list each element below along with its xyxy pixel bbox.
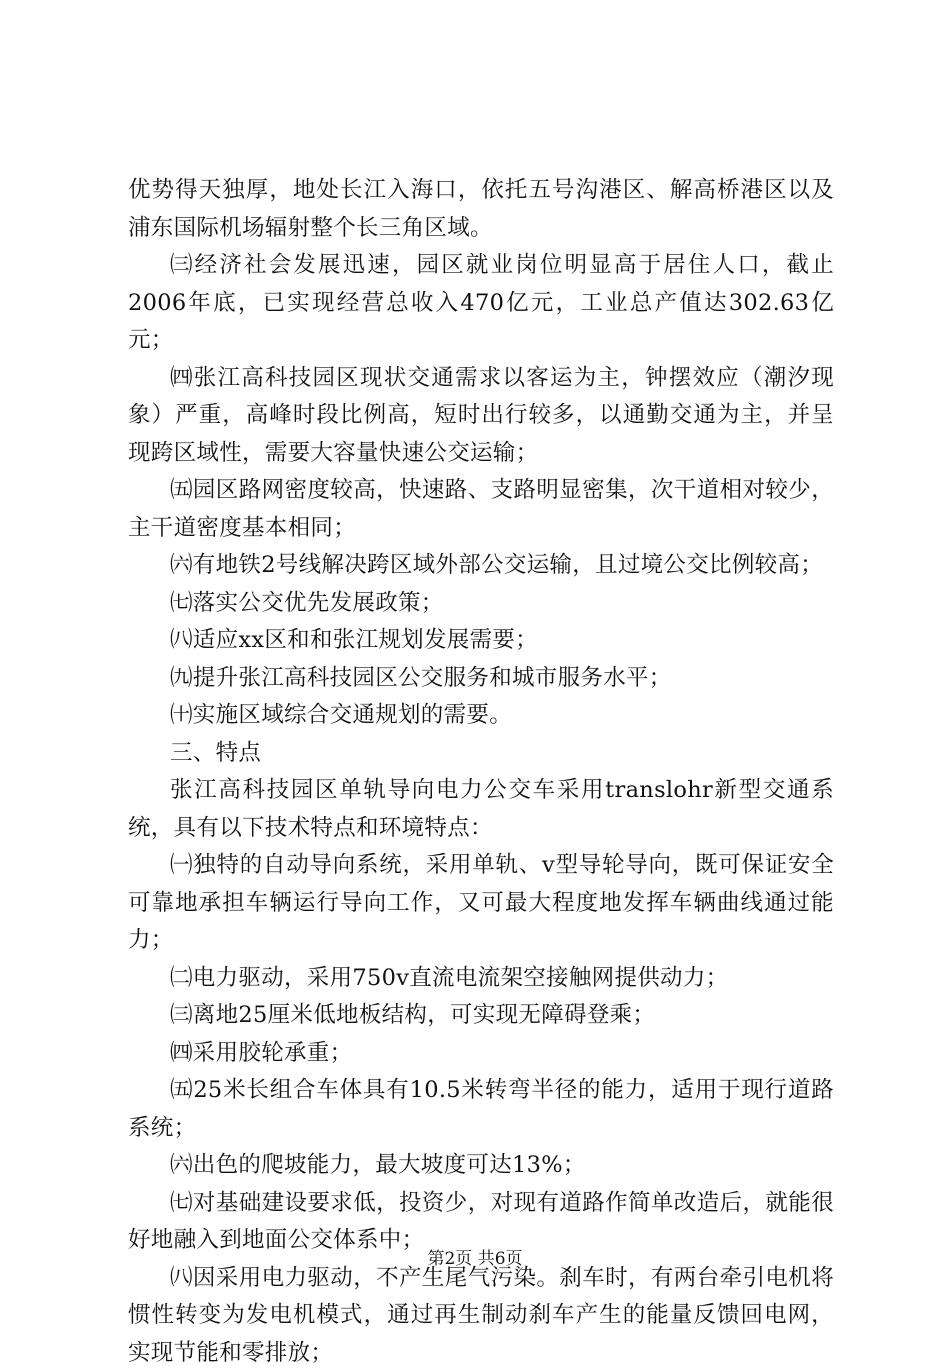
paragraph-feature-1-guidance: ㈠独特的自动导向系统，采用单轨、v型导轮导向，既可保证安全可靠地承担车辆运行导向工作，又可最大程度地发挥车辆曲线通过能力； — [128, 847, 834, 960]
paragraph-continuation: 优势得天独厚，地处长江入海口，依托五号沟港区、解高桥港区以及浦东国际机场辐射整个长三角区域。 — [128, 172, 834, 247]
paragraph-item-6-metro: ㈥有地铁2号线解决跨区域外部公交运输，且过境公交比例较高； — [128, 547, 834, 585]
paragraph-feature-3-low-floor: ㈢离地25厘米低地板结构，可实现无障碍登乘； — [128, 997, 834, 1035]
paragraph-feature-7-infrastructure: ㈦对基础建设要求低，投资少，对现有道路作简单改造后，就能很好地融入到地面公交体系中； — [128, 1185, 834, 1260]
section-heading-features: 三、特点 — [128, 735, 834, 773]
paragraph-feature-4-rubber-tires: ㈣采用胶轮承重； — [128, 1035, 834, 1073]
document-body — [128, 172, 834, 1372]
paragraph-feature-5-body: ㈤25米长组合车体具有10.5米转弯半径的能力，适用于现行道路系统； — [128, 1072, 834, 1147]
paragraph-item-9-service: ㈨提升张江高科技园区公交服务和城市服务水平； — [128, 660, 834, 698]
paragraph-item-4-demand: ㈣张江高科技园区现状交通需求以客运为主，钟摆效应（潮汐现象）严重，高峰时段比例高，短时出行较多，以通勤交通为主，并呈现跨区域性，需要大容量快速公交运输； — [128, 360, 834, 473]
paragraph-feature-2-electric: ㈡电力驱动，采用750v直流电流架空接触网提供动力； — [128, 960, 834, 998]
paragraph-item-7-policy: ㈦落实公交优先发展政策； — [128, 585, 834, 623]
paragraph-item-8-planning: ㈧适应xx区和和张江规划发展需要； — [128, 622, 834, 660]
paragraph-item-10-transport-plan: ㈩实施区域综合交通规划的需要。 — [128, 697, 834, 735]
page-footer: 第2页 共6页 — [0, 1244, 950, 1269]
paragraph-feature-8-emissions: ㈧因采用电力驱动，不产生尾气污染。刹车时，有两台牵引电机将惯性转变为发电机模式，通过再生制动刹车产生的能量反馈回电网，实现节能和零排放； — [128, 1260, 834, 1372]
paragraph-features-intro: 张江高科技园区单轨导向电力公交车采用translohr新型交通系统，具有以下技术特点和环境特点： — [128, 772, 834, 847]
paragraph-feature-6-climbing: ㈥出色的爬坡能力，最大坡度可达13%； — [128, 1147, 834, 1185]
paragraph-item-5-road-network: ㈤园区路网密度较高，快速路、支路明显密集，次干道相对较少，主干道密度基本相同； — [128, 472, 834, 547]
paragraph-item-3-economy: ㈢经济社会发展迅速，园区就业岗位明显高于居住人口，截止2006年底，已实现经营总收入470亿元，工业总产值达302.63亿元； — [128, 247, 834, 360]
